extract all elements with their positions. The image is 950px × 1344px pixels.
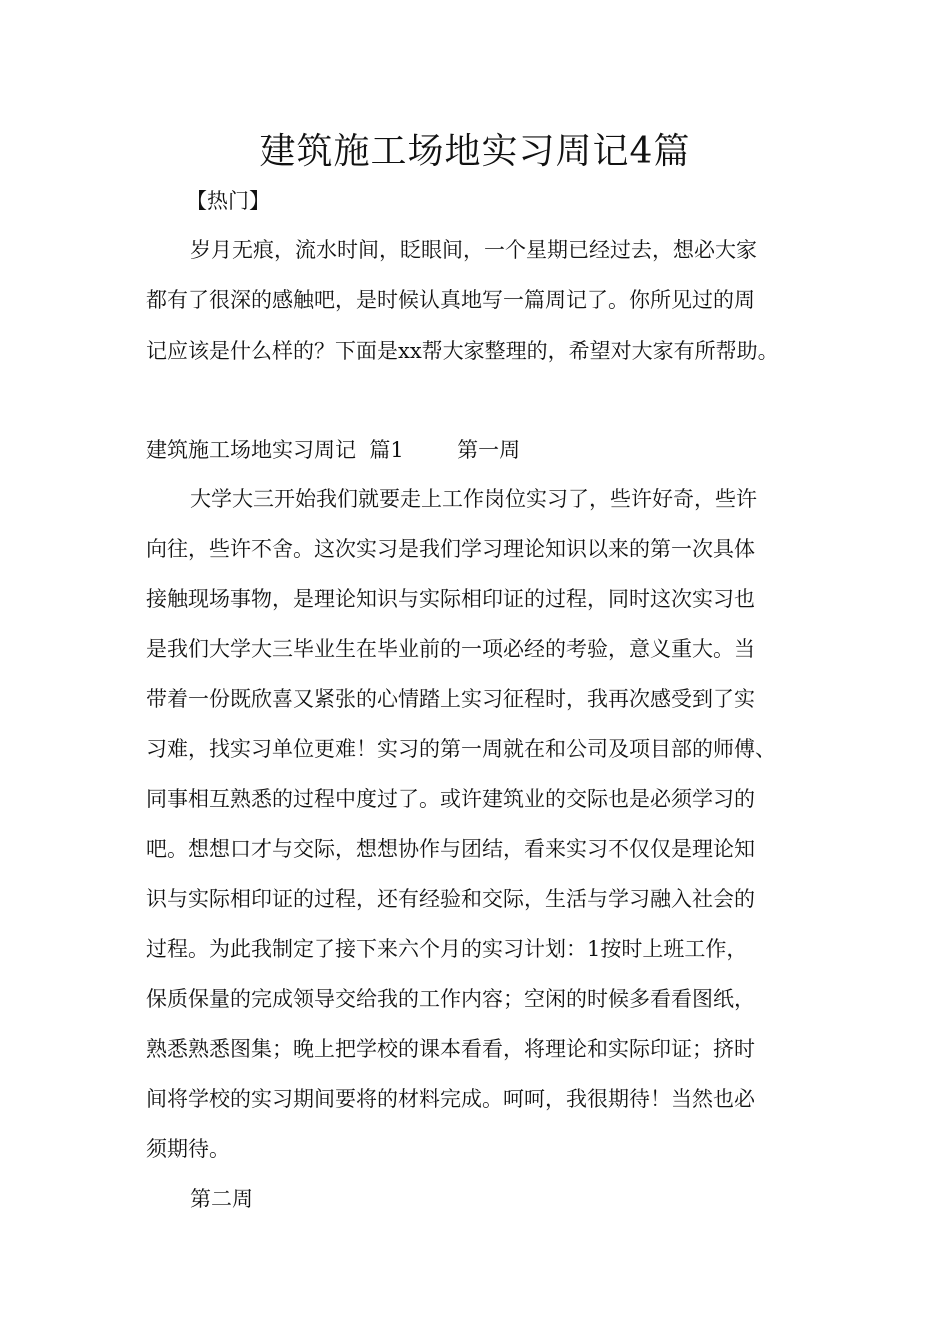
body-line: 接触现场事物，是理论知识与实际相印证的过程，同时这次实习也 — [146, 587, 755, 611]
body-line: 是我们大学大三毕业生在毕业前的一项必经的考验，意义重大。当 — [146, 637, 755, 661]
body-line: 间将学校的实习期间要将的材料完成。呵呵，我很期待！当然也必 — [146, 1087, 755, 1111]
body-line: 大学大三开始我们就要走上工作岗位实习了，些许好奇，些许 — [190, 487, 757, 511]
body-line: 向往，些许不舍。这次实习是我们学习理论知识以来的第一次具体 — [146, 537, 755, 561]
body-line: 须期待。 — [146, 1137, 230, 1161]
body-line: 熟悉熟悉图集；晚上把学校的课本看看，将理论和实际印证；挤时 — [146, 1037, 755, 1061]
body-line: 识与实际相印证的过程，还有经验和交际，生活与学习融入社会的 — [146, 887, 755, 911]
body-line: 带着一份既欣喜又紧张的心情踏上实习征程时，我再次感受到了实 — [146, 687, 755, 711]
section-heading: 建筑施工场地实习周记 篇1 第一周 — [146, 438, 521, 462]
intro-line: 岁月无痕，流水时间，眨眼间，一个星期已经过去，想必大家 — [190, 238, 757, 262]
next-section-heading: 第二周 — [190, 1187, 253, 1211]
intro-line: 记应该是什么样的？下面是xx帮大家整理的，希望对大家有所帮助。 — [146, 339, 779, 363]
document-title: 建筑施工场地实习周记4篇 — [259, 131, 691, 172]
body-line: 保质保量的完成领导交给我的工作内容；空闲的时候多看看图纸， — [146, 987, 755, 1011]
body-line: 吧。想想口才与交际，想想协作与团结，看来实习不仅仅是理论知 — [146, 837, 755, 861]
intro-line: 都有了很深的感触吧，是时候认真地写一篇周记了。你所见过的周 — [146, 288, 755, 312]
body-line: 过程。为此我制定了接下来六个月的实习计划：1按时上班工作， — [146, 937, 748, 961]
hot-tag: 【热门】 — [186, 189, 270, 213]
body-line: 同事相互熟悉的过程中度过了。或许建筑业的交际也是必须学习的 — [146, 787, 755, 811]
body-line: 习难，找实习单位更难！实习的第一周就在和公司及项目部的师傅、 — [146, 737, 776, 761]
